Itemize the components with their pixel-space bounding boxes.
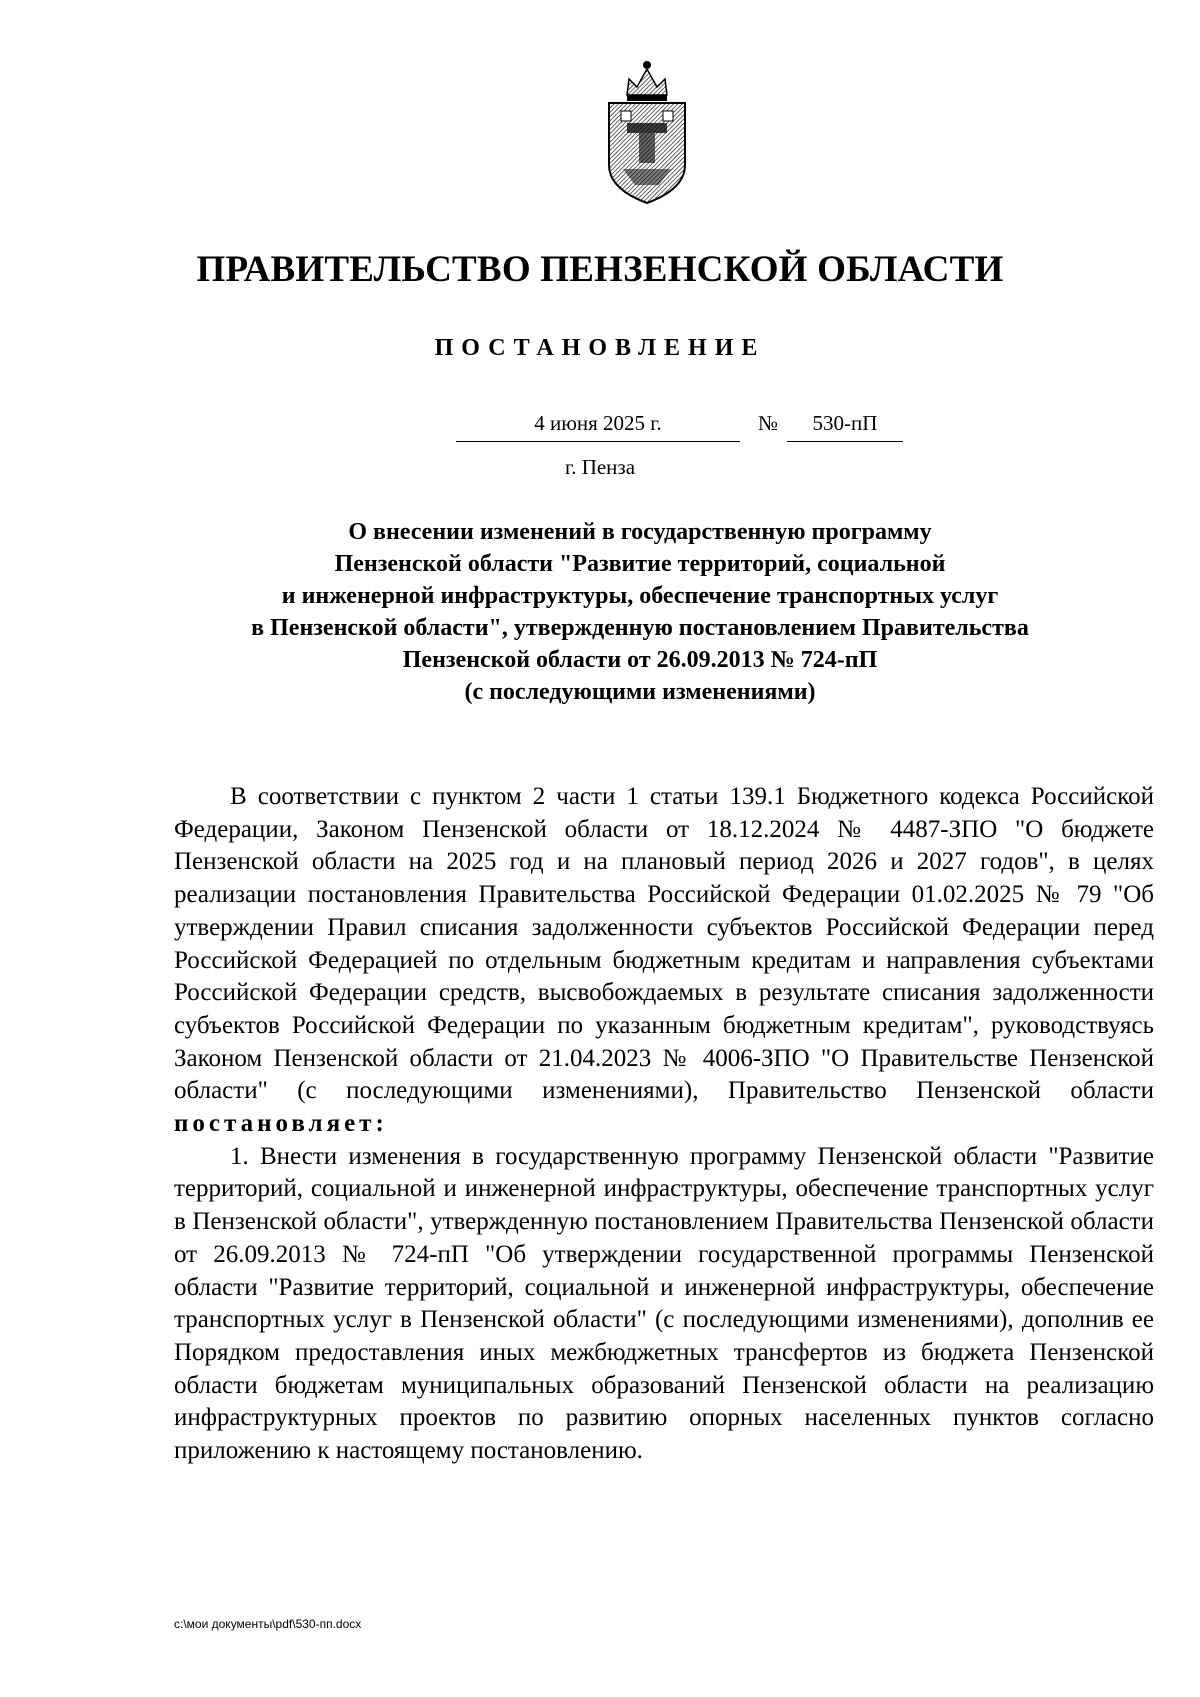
preamble-text: В соответствии с пунктом 2 части 1 статьи 139.1 Бюджетного кодекса Российской Федерации, Законом Пензенской области от 18.12.2024 № 4487-ЗПО "О бюджете Пензенской области на 2025 год и на плановый период 2026 и 2027 годов", в целях реализации постановления Правительства Российской Федерации 01.02.2025 № 79 "Об утверждении Правил списания задолженности субъектов Российской Федерации перед Российской Федерацией по отдельным бюджетным кредитам и направления субъектами Российской Федерации средств, высвобождаемых в результате списания задолженности субъектов Российской Федерации по указанным бюджетным кредитам", руководствуясь Законом Пензенской области от 21.04.2023 № 4006-ЗПО "О Правительстве Пензенской области" (с последующими изменениями), Правительство Пензенской области (174, 783, 1154, 1105)
file-path-footer: c:\мои документы\pdf\530-пп.docx (174, 1617, 362, 1631)
document-subject (160, 516, 1120, 708)
subject-line: и инженерной инфраструктуры, обеспечение транспортных услуг (281, 583, 999, 609)
subject-line: (с последующими изменениями) (464, 679, 816, 705)
document-body (174, 781, 1154, 1468)
subject-line: Пензенской области от 26.09.2013 № 724-пП (402, 647, 878, 673)
document-date: 4 июня 2025 г. (456, 411, 740, 442)
document-city: г. Пенза (564, 455, 636, 479)
decree-word: постановляет: (174, 1110, 388, 1138)
document-number: 530-пП (787, 411, 903, 442)
subject-line: в Пензенской области", утвержденную постановлением Правительства (251, 615, 1029, 641)
government-title: ПРАВИТЕЛЬСТВО ПЕНЗЕНСКОЙ ОБЛАСТИ (196, 249, 1004, 290)
item-1-paragraph: 1. Внести изменения в государственную программу Пензенской области "Развитие территорий, социальной и инженерной инфраструктуры, обеспечение транспортных услуг в Пензенской области", утвержденную постановлением Правительства Пензенской области от 26.09.2013 № 724-пП "Об утверждении государственной программы Пензенской области "Развитие территорий, социальной и инженерной инфраструктуры, обеспечение транспортных услуг в Пензенской области" (с последующими изменениями), дополнив ее Порядком предоставления иных межбюджетных трансфертов из бюджета Пензенской области бюджетам муниципальных образований Пензенской области на реализацию инфраструктурных проектов по развитию опорных населенных пунктов согласно приложению к настоящему постановлению. (174, 1142, 1154, 1465)
number-sign: № (757, 411, 779, 435)
document-type: ПОСТАНОВЛЕНИЕ (434, 335, 766, 361)
preamble-paragraph (174, 781, 1154, 1141)
subject-line: О внесении изменений в государственную программу (348, 519, 932, 545)
coat-of-arms-icon (597, 57, 697, 207)
subject-line: Пензенской области "Развитие территорий, социальной (334, 551, 946, 577)
